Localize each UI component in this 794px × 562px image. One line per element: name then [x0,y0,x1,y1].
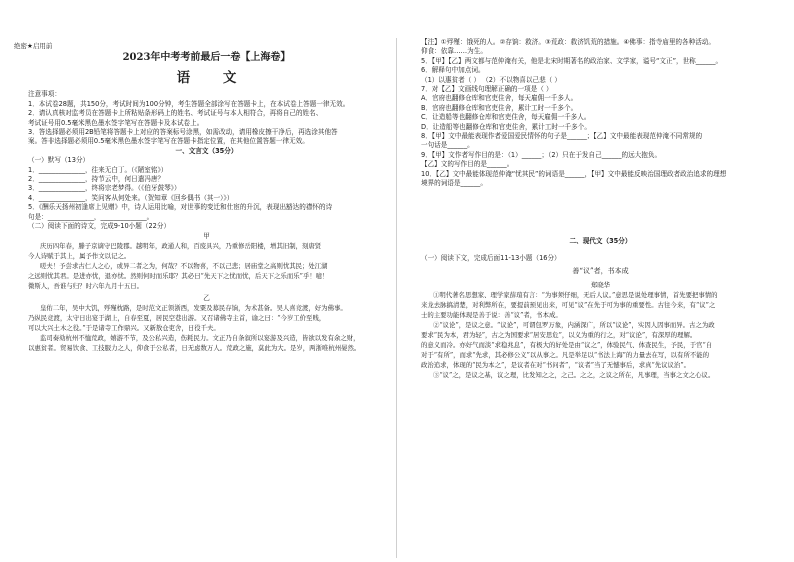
question-heading: （一）默写（13分） [28,156,90,165]
choice-option: D．让造船等也翻修仓库和官吏住舍，累计工时一千多个。 [421,122,591,131]
question-line: 9．【甲】文作者写作目的是：（1）______；（2）只在于发自己______的远大抱负。 [421,150,662,159]
dictation-item: 4．______________，笑问客从何处来。（贺知章《回乡偶书（其一）》） [28,193,234,202]
notice-line: 案。答非选择题必须用0.5毫米黑色墨水签字笔写在答题卡指定位置，在其他位置答题一律无效。 [28,137,309,146]
notice-line: 1．本试卷28题，共150分，考试时间为100分钟，考生答题全部涂写在答题卡上，在本试卷上答题一律无效。 [28,99,350,108]
article-line: 要求“民为本，君为轻”，古之为国要求“居安思危”，以义为重的行之，对“议论”，有深厚的理解。 [421,331,697,340]
question-line: 6．解释句中加点词。 [421,66,485,75]
notice-line: 3．答选择题必须用2B铅笔将答题卡上对应的答案标号涂黑，如需改动，请用橡皮擦干净后，再选涂其他答 [28,128,338,137]
passage-line: 可以大兴土木之役。”于是诸寺工作鼎兴。又新敖仓吏舍，日役千夫。 [28,324,220,333]
section-heading: 一、文言文（35分） [175,146,238,155]
footnote: 【注】①殍殣：饿死的人。②存饷：救济。③荒政：救济饥荒的措施。④佛事：指寺庙里的各种活动。 [421,38,715,46]
passage-line: 嗟夫！予尝求古仁人之心，或异二者之为，何哉？不以物喜，不以己悲；居庙堂之高则忧其民；处江湖 [40,261,328,270]
article-title: 善“议”者，书本成 [572,267,629,276]
question-line: 【乙】文的写作目的是______。 [421,160,514,169]
dictation-item: 句是：______________，______________。 [28,212,154,221]
article-line: ②“议论”，是议之意。“议论”，可谓包罗万象，内涵深广，所以“议论”，实因人因事而异。古之为政 [433,321,715,330]
article-line: 的意义而冷。亦好气而淡“求稳兆息”，有极大的好处是由“议之”，体验民气、体查民生，予民，于官“自 [421,341,713,350]
exam-title: 2023年中考考前最后一卷【上海卷】 [122,52,291,63]
article-line: ①明代著名思想家、理学家薛瑄有言：“为事须仔细，无后人议。”意思是说处理事情，首先要把事情的 [433,291,718,300]
question-line: 10．【乙】文中最能体现范仲淹“忧其民”的词语是______，【甲】文中最能反映治国理政者政治追求的理想 [421,169,727,178]
choice-option: C．让造船等也翻修仓库和官吏住舍，每天雇佣一千多人。 [421,113,591,122]
passage-line: 皇佑二年，吴中大饥，殍殣枕路，是时范文正领浙西，发粟及募民存饷，为术甚备。吴人喜竞渡，好为佛事。 [40,304,347,313]
dictation-item: 3．______________，终将宗老梦得。（《伯牙鼓琴》） [28,184,181,193]
article-line: 政治追求，体现的“民为本之”，是议者在对“书问者”，“议者”当了无憾事后，求真“先议议治”。 [421,361,690,370]
notice-line: 考试证号用0.5毫米黑色墨水签字笔写在答题卡及本试卷上。 [28,118,204,127]
notice-heading: 注意事项： [28,90,61,99]
passage-line: 监司奏劾杭州不恤荒政，嬉游不节，及公私兴造，伤耗民力。文正乃自条叙所以宴游及兴造，皆欲以发有余之财， [40,334,360,343]
question-line: （1）以惠贫者（ ） （2）不以物喜以己悲（ ） [421,75,561,84]
passage-label-yi: 乙 [203,293,210,302]
dictation-item: 2．______________，持节云中，何日遣冯唐？ [28,175,165,184]
passage-label-jia: 甲 [203,231,210,240]
footnote: 仰食：依靠……为生。 [421,47,487,56]
choice-option: B．官府也翻修仓库和官吏住舍，累计工时一千多个。 [421,103,578,112]
question-line: 一句话是______。 [421,141,474,150]
dictation-item: 5．《酬乐天扬州初逢席上见赠》中，诗人运用比喻，对世事的变迁和仕宦的升沉，表现出豁达的襟怀的诗 [28,203,333,212]
article-line: ③“议”之，是议之基，议之理，比发知之之，之己。之之，之议之所在，凡事理，当事之文之心议。 [433,371,715,380]
passage-line: 乃纵民竞渡，太守日出宴于湖上，自春至夏，居民空巷出游。又召诸佛寺主首，谕之曰：“今岁工价至贱， [28,314,326,323]
question-line: 7．对【乙】文画线句理解正确的一项是（ ） [421,85,553,94]
section-heading: 二、现代文（35分） [569,236,632,245]
question-line: 8．【甲】文中最能表现作者爱国爱民情怀的句子是______；【乙】文中最能表现范仲淹不同常规的 [421,132,703,141]
passage-line: 庆历四年春，滕子京谪守巴陵郡。越明年，政通人和，百废具兴，乃重修岳阳楼，增其旧制，刻唐贤 [40,241,322,250]
choice-option: A．官府也翻修仓库和官吏住舍，每天雇佣一千多人。 [421,94,578,103]
article-line: 对于“有所”，而求“先求，其必修公义”以从事之。凡是举足以“书法上海”的力量去在写，以有所不能的 [421,351,710,360]
article-line: 来龙去脉搞清楚，对利弊所在，要提前预见出来，可见“议”在先于可为事的重要性。古往今来，有“议”之 [421,301,716,310]
passage-line: 今人诗赋于其上，属予作文以记之。 [28,251,131,260]
question-heading: （一）阅读下文，完成后面11-13小题（16分） [421,253,561,262]
secret-label: 绝密★启用前 [14,42,53,50]
article-line: 士的主要功能体现是善于说：善“议”者，书本成。 [421,311,562,320]
right-page [397,0,794,562]
passage-line: 微斯人，吾谁与归？时六年九月十五日。 [28,281,144,290]
article-author: 郑晓华 [590,280,611,289]
subject-title: 语 文 [176,70,251,87]
notice-line: 2．请认真核对监考员在答题卡上所粘贴条形码上的姓名、考试证号与本人相符合，再将自己的姓名、 [28,109,323,118]
question-line: 境界的词语是______。 [421,179,487,188]
passage-line: 以惠贫者。贸易饮食、工技服力之人，仰食于公私者，日无虑数万人。荒政之施，莫此为大。是岁，两浙唯杭州晏然。 [28,344,361,353]
question-line: 5．【甲】【乙】两文都与范仲淹有关，他是北宋时期著名的政治家、文学家，谥号“文正”，世称______。 [421,56,723,65]
passage-line: 之远则忧其君。是进亦忧，退亦忧。然则何时而乐耶？其必曰“先天下之忧而忧，后天下之乐而乐”乎！噫！ [28,271,329,280]
dictation-item: 1．______________，往来无白丁。（《陋室铭》） [28,165,168,174]
question-heading: （二）阅读下面的诗文，完成9-10小题（22分） [28,222,171,231]
